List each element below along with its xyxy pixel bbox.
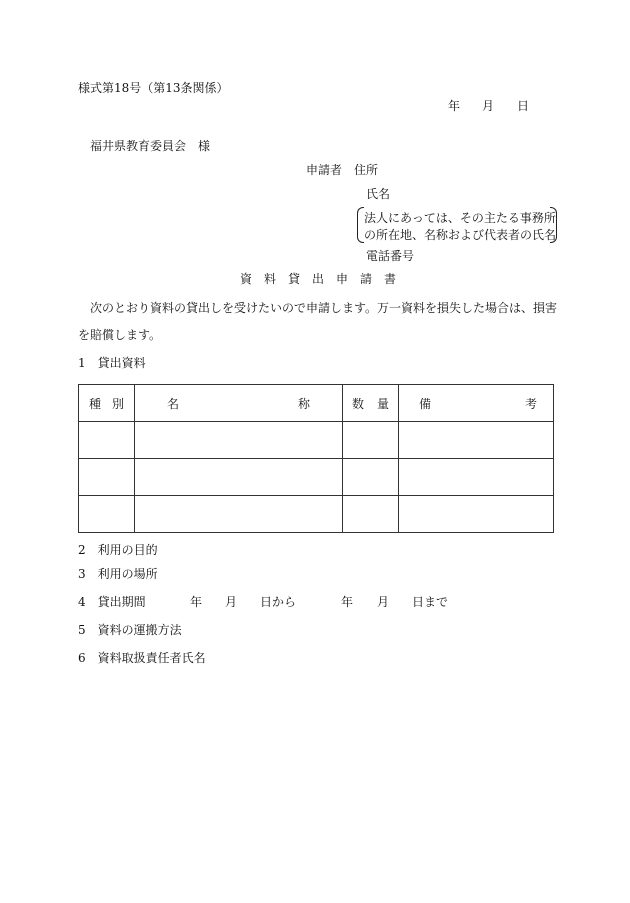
table-cell[interactable] [343,496,399,533]
section-1-heading: 1 貸出資料 [78,356,146,370]
corporate-note-line2: の所在地、名称および代表者の氏名 [364,228,557,242]
name-label: 氏名 [366,187,391,201]
header-note-b: 考 [524,396,537,411]
addressee: 福井県教育委員会 様 [90,139,211,153]
date-day: 日 [517,99,530,113]
table-cell[interactable] [399,496,554,533]
section-5-heading: 5 資料の運搬方法 [78,623,182,637]
table-cell[interactable] [79,422,135,459]
section-3-heading: 3 利用の場所 [78,567,158,581]
to-day: 日まで [412,595,449,609]
loan-materials-table [78,384,554,533]
table-row [79,459,554,496]
table-cell[interactable] [135,496,343,533]
document-title: 資 料 貸 出 申 請 書 [240,272,397,286]
applicant-label: 申請者 [306,163,343,177]
table-cell[interactable] [399,459,554,496]
phone-label: 電話番号 [366,249,415,263]
table-cell[interactable] [79,496,135,533]
table-row [79,496,554,533]
from-year: 年 [190,595,203,609]
section-4-heading: 4 貸出期間 [78,595,146,609]
header-name-a: 名 [167,396,180,411]
form-number: 様式第18号（第13条関係） [78,81,229,95]
corporate-note-line1: 法人にあっては、その主たる事務所 [364,211,556,225]
header-name [135,385,343,422]
table-cell[interactable] [135,459,343,496]
header-kind-b: 別 [111,396,124,411]
table-cell[interactable] [343,422,399,459]
corporate-note [357,207,557,243]
table-cell[interactable] [79,459,135,496]
date-month: 月 [482,99,495,113]
section-6-heading: 6 資料取扱責任者氏名 [78,651,206,665]
to-year: 年 [341,595,354,609]
intro-line-1: 次のとおり資料の貸出しを受けたいので申請します。万一資料を損失した場合は、損害 [90,301,558,315]
table-cell[interactable] [343,459,399,496]
intro-line-2: を賠償します。 [78,328,162,342]
header-note-a: 備 [419,396,432,411]
header-quantity [343,385,399,422]
header-qty-a: 数 [352,396,365,411]
section-2-heading: 2 利用の目的 [78,543,158,557]
header-kind [79,385,135,422]
table-cell[interactable] [399,422,554,459]
date-year: 年 [448,99,461,113]
left-bracket [357,207,364,243]
table-cell[interactable] [135,422,343,459]
address-label: 住所 [354,163,379,177]
from-month: 月 [225,595,238,609]
header-qty-b: 量 [376,396,389,411]
header-kind-a: 種 [89,396,102,411]
table-header-row [79,385,554,422]
table-row [79,422,554,459]
header-name-b: 称 [297,396,310,411]
header-remarks [399,385,554,422]
from-day: 日から [260,595,297,609]
to-month: 月 [377,595,390,609]
